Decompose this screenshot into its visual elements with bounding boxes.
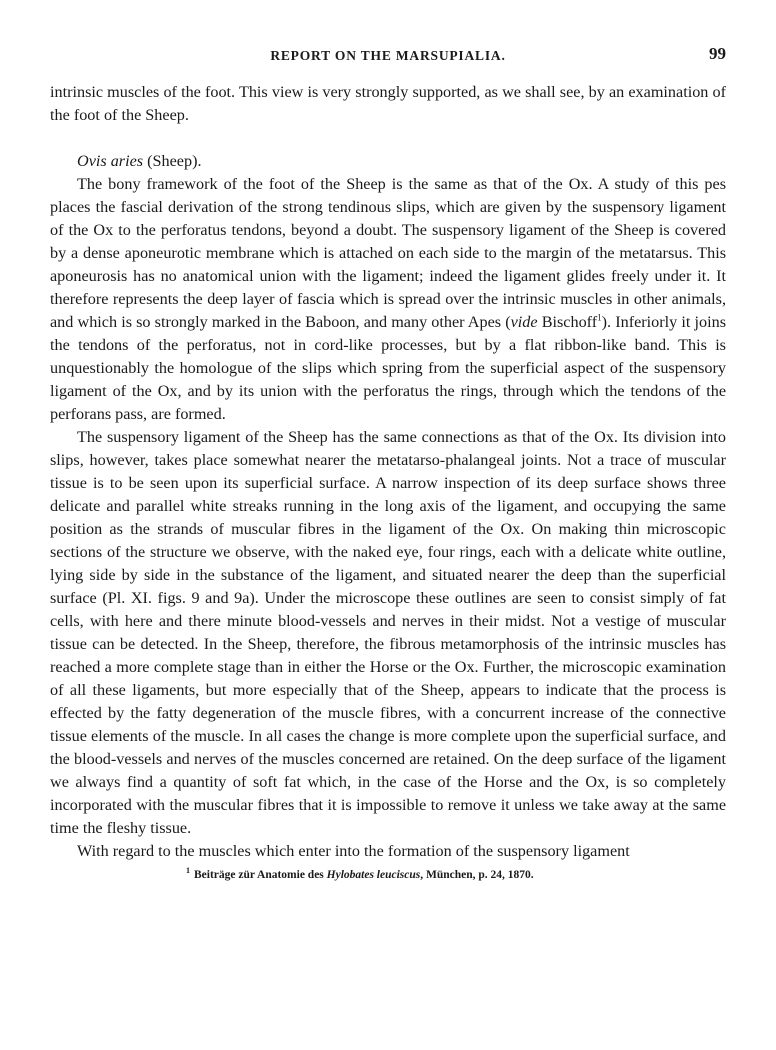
- citation-author: Bischoff: [537, 313, 598, 331]
- footnote-reference[interactable]: 1: [597, 312, 602, 323]
- paragraph-text: The bony framework of the foot of the Sheep is the same as that of the Ox. A study of this pes places the fascial derivation of the strong tendinous slips, which are given by the suspensory ligament of the Ox to the perforatus tendons, beyond a doubt. The suspensory ligament of the Sheep is covered by a dense aponeurotic membrane which is attached on each side to the margin of the metatarsus. This aponeurosis has no anatomical union with the ligament; indeed the ligament glides freely under it. It therefore represents the deep layer of fascia which is spread over the intrinsic muscles in other animals, and which is so strongly marked in the Baboon, and many other Apes (: [50, 175, 726, 331]
- footnote-text: Beiträge zür Anatomie des: [194, 868, 327, 881]
- vide-italic: vide: [510, 313, 538, 331]
- paragraph-bony-framework: [50, 173, 726, 426]
- document-page: [50, 44, 726, 881]
- paragraph-continuation: intrinsic muscles of the foot. This view is very strongly supported, as we shall see, by an examination of the foot of the Sheep.: [50, 83, 726, 124]
- footnote-text-end: , München, p. 24, 1870.: [420, 868, 534, 881]
- footnote-mark: 1: [186, 866, 190, 875]
- heading-common-name: (Sheep).: [143, 152, 202, 170]
- footnote-genus: Hylobates leuciscus: [326, 868, 421, 881]
- section-heading: [50, 150, 726, 173]
- page-number: 99: [709, 44, 726, 63]
- paragraph-muscles: With regard to the muscles which enter into the formation of the suspensory ligament: [77, 842, 630, 860]
- body-text: [50, 81, 726, 863]
- paragraph-suspensory-ligament: The suspensory ligament of the Sheep has the same connections as that of the Ox. Its division into slips, however, takes place somewhat nearer the metatarso-phalangeal joints. Not a trace of muscular tissue is to be seen upon its superficial surface. A narrow inspection of its deep surface shows three delicate and parallel white streaks running in the long axis of the ligament, and occupying the same position as the strands of muscular fibres in the ligament of the Ox. On making thin microscopic sections of the structure we observe, with the naked eye, four rings, each with a delicate white outline, lying side by side in the substance of the ligament, and situated nearer the deep than the superficial surface (Pl. XI. figs. 9 and 9a). Under the microscope these outlines are seen to consist simply of fat cells, with here and there minute blood-vessels and nerves in their midst. Not a vestige of muscular tissue can be detected. In the Sheep, therefore, the fibrous metamorphosis of the intrinsic muscles has reached a more complete stage than in either the Horse or the Ox. Further, the microscopic examination of all these ligaments, but more especially that of the Sheep, appears to indicate that the process is effected by the fatty degeneration of the muscle fibres, with a concurrent increase of the connective tissue elements of the muscle. In all cases the change is more complete upon the superficial surface, and the blood-vessels and nerves of the muscles concerned are retained. On the deep surface of the ligament we always find a quantity of soft fat which, in the case of the Horse and the Ox, is so completely incorporated with the muscular fibres that it is impossible to remove it unless we take away at the same time the fleshy tissue.: [50, 428, 726, 837]
- paragraph-text: ). Inferiorly it joins the tendons of the perforatus, not in cord-like processes, but by a flat ribbon-like band. This is unquestionably the homologue of the slips which spring from the superficial aspect of the suspensory ligament of the Ox, and by its union with the perforatus the rings, through which the tendons of the perforans pass, are formed.: [50, 313, 726, 423]
- footnote: [50, 866, 726, 881]
- running-title: REPORT ON THE MARSUPIALIA.: [270, 48, 506, 63]
- running-header: [50, 44, 726, 68]
- heading-latin-name: Ovis aries: [77, 152, 144, 170]
